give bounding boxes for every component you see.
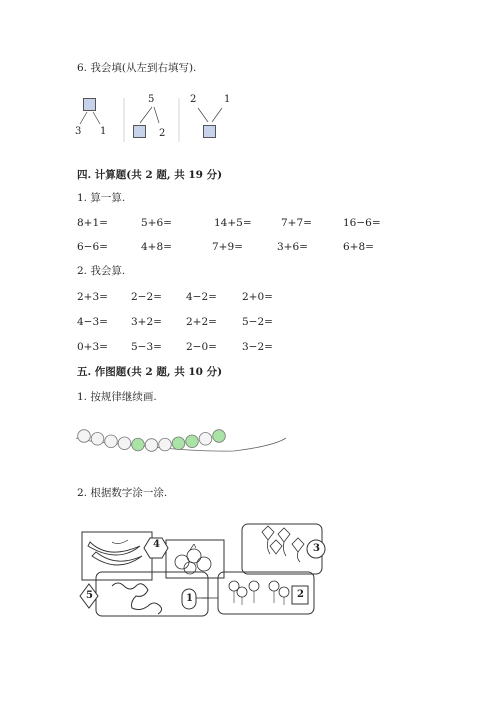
math-problem: 2+3= xyxy=(77,291,108,303)
number-label: 2 xyxy=(297,589,304,600)
math-problem: 6−6= xyxy=(77,241,108,253)
math-problem: 4+8= xyxy=(141,241,172,253)
diagram-number: 2 xyxy=(159,128,166,139)
blank-box[interactable] xyxy=(133,125,146,138)
green-bead xyxy=(186,435,199,448)
math-problem: 6+8= xyxy=(343,241,374,253)
math-problem: 4−3= xyxy=(77,316,108,328)
green-bead xyxy=(132,438,145,451)
white-bead xyxy=(78,430,91,443)
q6-title: 6. 我会填(从左到右填写). xyxy=(77,62,197,74)
number-shapes xyxy=(78,520,338,620)
diagram-number: 3 xyxy=(75,126,82,137)
white-bead xyxy=(91,432,104,445)
math-problem: 3+2= xyxy=(131,316,162,328)
blank-box[interactable] xyxy=(83,98,96,111)
math-problem: 2+0= xyxy=(242,291,273,303)
green-bead xyxy=(213,430,226,443)
question-title: 1. 按规律继续画. xyxy=(77,391,157,403)
branch-lines xyxy=(0,0,1,1)
number-label: 4 xyxy=(153,539,160,550)
math-problem: 5−3= xyxy=(131,341,162,353)
math-problem: 7+7= xyxy=(281,217,312,229)
math-problem: 5+6= xyxy=(141,217,172,229)
math-problem: 7+9= xyxy=(212,241,243,253)
blank-box[interactable] xyxy=(203,125,216,138)
math-problem: 2−0= xyxy=(186,341,217,353)
math-problem: 8+1= xyxy=(77,217,108,229)
math-problem: 4−2= xyxy=(186,291,217,303)
math-problem: 3+6= xyxy=(277,241,308,253)
number-label: 1 xyxy=(186,593,193,604)
math-problem: 3−2= xyxy=(242,341,273,353)
question-title: 2. 根据数字涂一涂. xyxy=(77,487,168,499)
question-title: 2. 我会算. xyxy=(77,265,126,277)
white-bead xyxy=(199,432,212,445)
diagram-number: 1 xyxy=(100,126,107,137)
diagram-number: 5 xyxy=(148,94,155,105)
white-bead xyxy=(105,435,118,448)
white-bead xyxy=(118,437,131,450)
white-bead xyxy=(159,438,172,451)
section-heading: 四. 计算题(共 2 题, 共 19 分) xyxy=(77,169,223,181)
math-problem: 0+3= xyxy=(77,341,108,353)
math-problem: 2−2= xyxy=(131,291,162,303)
diagram-number: 1 xyxy=(224,94,231,105)
question-title: 1. 算一算. xyxy=(77,192,126,204)
section-heading: 五. 作图题(共 2 题, 共 10 分) xyxy=(77,366,223,378)
diagram-number: 2 xyxy=(190,94,197,105)
math-problem: 2+2= xyxy=(186,316,217,328)
math-problem: 5−2= xyxy=(242,316,273,328)
green-bead xyxy=(172,437,185,450)
math-problem: 14+5= xyxy=(214,217,252,229)
bead-string xyxy=(74,418,314,463)
white-bead xyxy=(145,439,158,452)
number-label: 3 xyxy=(313,543,320,554)
math-problem: 16−6= xyxy=(343,217,381,229)
number-label: 5 xyxy=(86,590,93,601)
